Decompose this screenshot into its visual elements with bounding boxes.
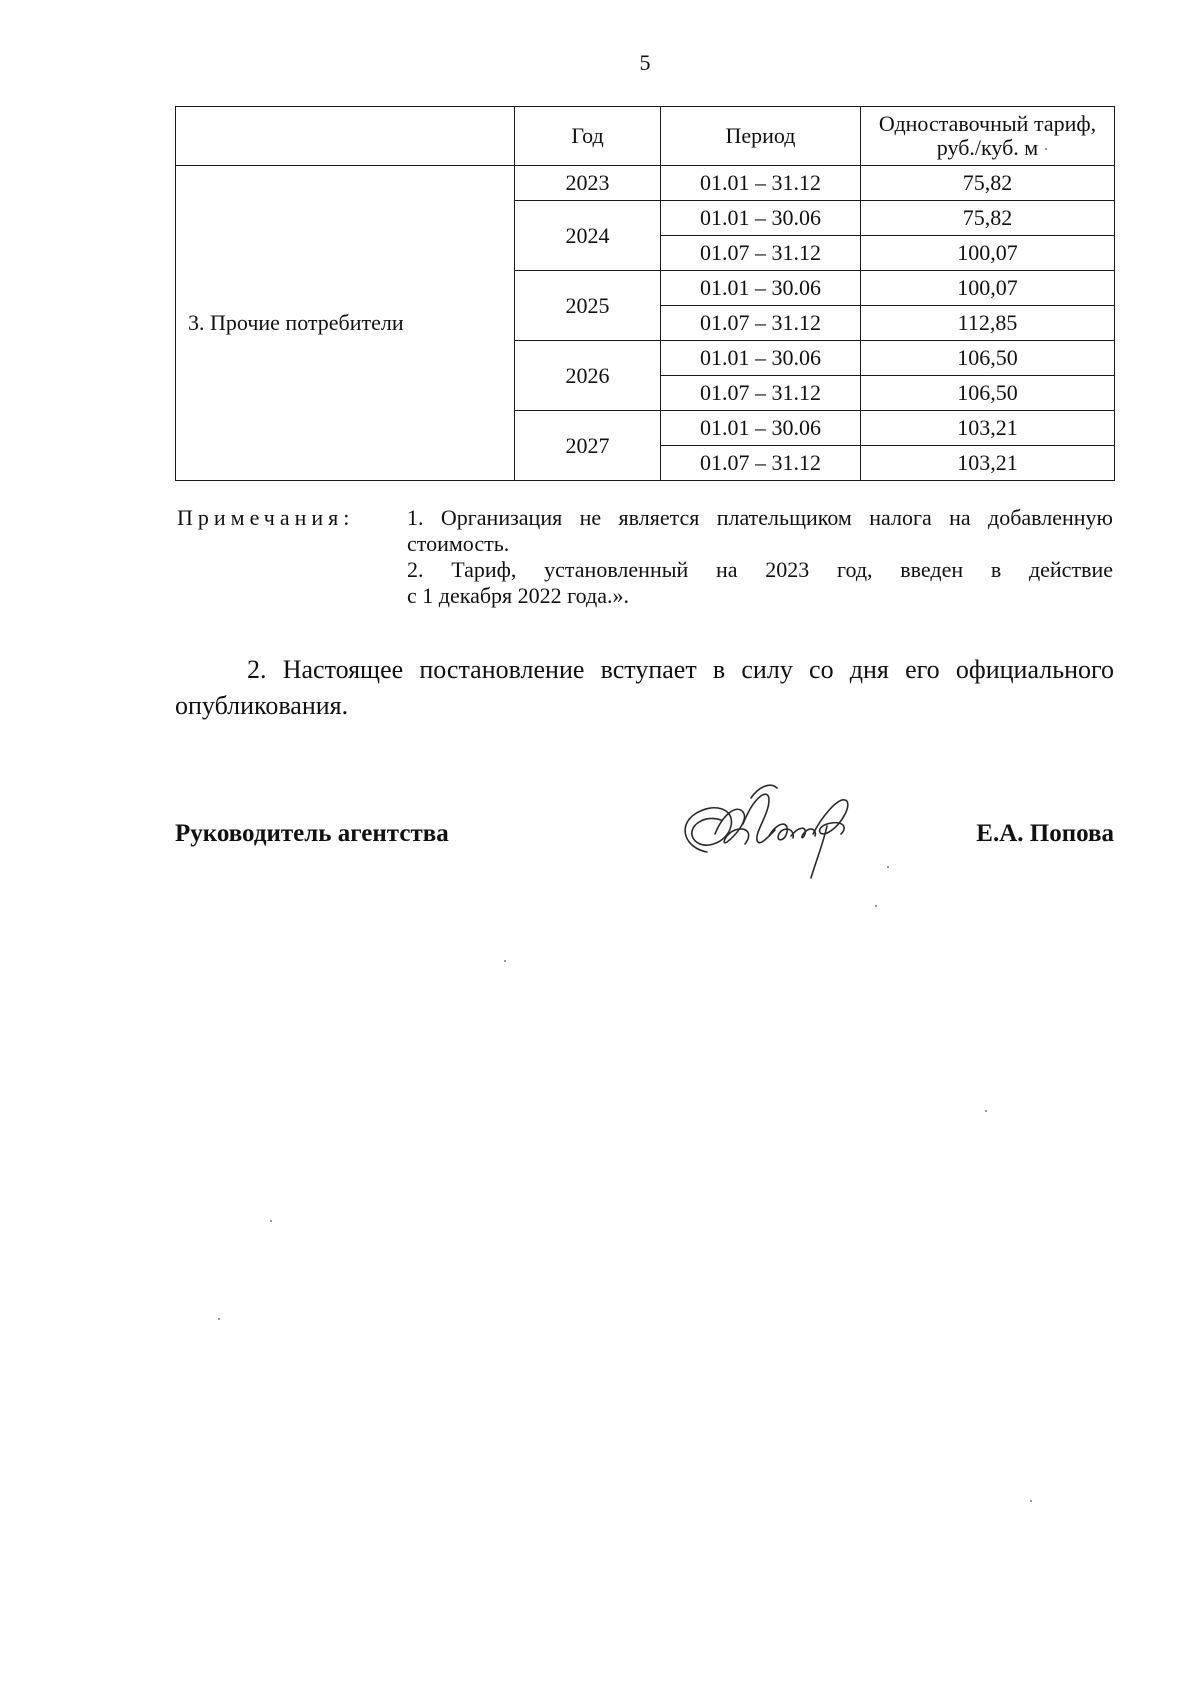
year-cell: 2027: [515, 411, 661, 481]
signatory-title: Руководитель агентства: [175, 820, 449, 847]
scan-speck: [1045, 148, 1047, 150]
period-cell: 01.01 – 30.06: [661, 271, 861, 306]
note-2-line-1: 2. Тариф, установленный на 2023 год, введен в действие: [407, 557, 1113, 582]
note-1-line-1: 1. Организация не является плательщиком налога на добавленную: [407, 505, 1113, 530]
year-cell: 2026: [515, 341, 661, 411]
header-tariff: [861, 107, 1115, 166]
page-number: 5: [639, 50, 651, 75]
header-tariff-line2: руб./куб. м: [936, 135, 1039, 160]
year-cell: 2024: [515, 201, 661, 271]
category-cell: 3. Прочие потребители: [176, 166, 515, 481]
period-cell: 01.07 – 31.12: [661, 306, 861, 341]
tariff-cell: 106,50: [861, 341, 1115, 376]
period-cell: 01.07 – 31.12: [661, 446, 861, 481]
signatory-name: Е.А. Попова: [976, 820, 1114, 847]
year-cell: 2023: [515, 166, 661, 201]
scan-speck: [270, 1220, 272, 1222]
scan-speck: [985, 1110, 987, 1112]
tariff-cell: 75,82: [861, 201, 1115, 236]
header-category: [176, 107, 515, 166]
scan-speck: [1030, 1500, 1032, 1502]
tariff-cell: 103,21: [861, 446, 1115, 481]
tariff-table: [175, 106, 1115, 481]
period-cell: 01.01 – 31.12: [661, 166, 861, 201]
period-cell: 01.07 – 31.12: [661, 236, 861, 271]
scan-speck: [875, 905, 877, 907]
header-tariff-line1: Одноставочный тариф,: [878, 111, 1097, 136]
period-cell: 01.01 – 30.06: [661, 201, 861, 236]
tariff-cell: 106,50: [861, 376, 1115, 411]
tariff-cell: 100,07: [861, 236, 1115, 271]
note-1-line-2: стоимость.: [407, 531, 510, 556]
scan-speck: [504, 960, 506, 962]
tariff-cell: 103,21: [861, 411, 1115, 446]
table-header-row: [176, 107, 1115, 166]
signature-block: [175, 812, 1114, 872]
period-cell: 01.01 – 30.06: [661, 411, 861, 446]
notes-label: Примечания:: [177, 505, 355, 530]
tariff-cell: 75,82: [861, 166, 1115, 201]
scan-speck: [887, 866, 889, 868]
note-2-line-2: с 1 декабря 2022 года.».: [407, 583, 629, 608]
tariff-cell: 100,07: [861, 271, 1115, 306]
scan-speck: [218, 1318, 220, 1320]
year-cell: 2025: [515, 271, 661, 341]
notes-list: [407, 505, 1113, 609]
table-row: [176, 166, 1115, 201]
header-period: Период: [661, 107, 861, 166]
effective-date-paragraph: 2. Настоящее постановление вступает в силу со дня его официального опубликования.: [175, 655, 1114, 720]
handwritten-signature: [665, 774, 865, 884]
tariff-cell: 112,85: [861, 306, 1115, 341]
period-cell: 01.01 – 30.06: [661, 341, 861, 376]
period-cell: 01.07 – 31.12: [661, 376, 861, 411]
header-year: Год: [515, 107, 661, 166]
